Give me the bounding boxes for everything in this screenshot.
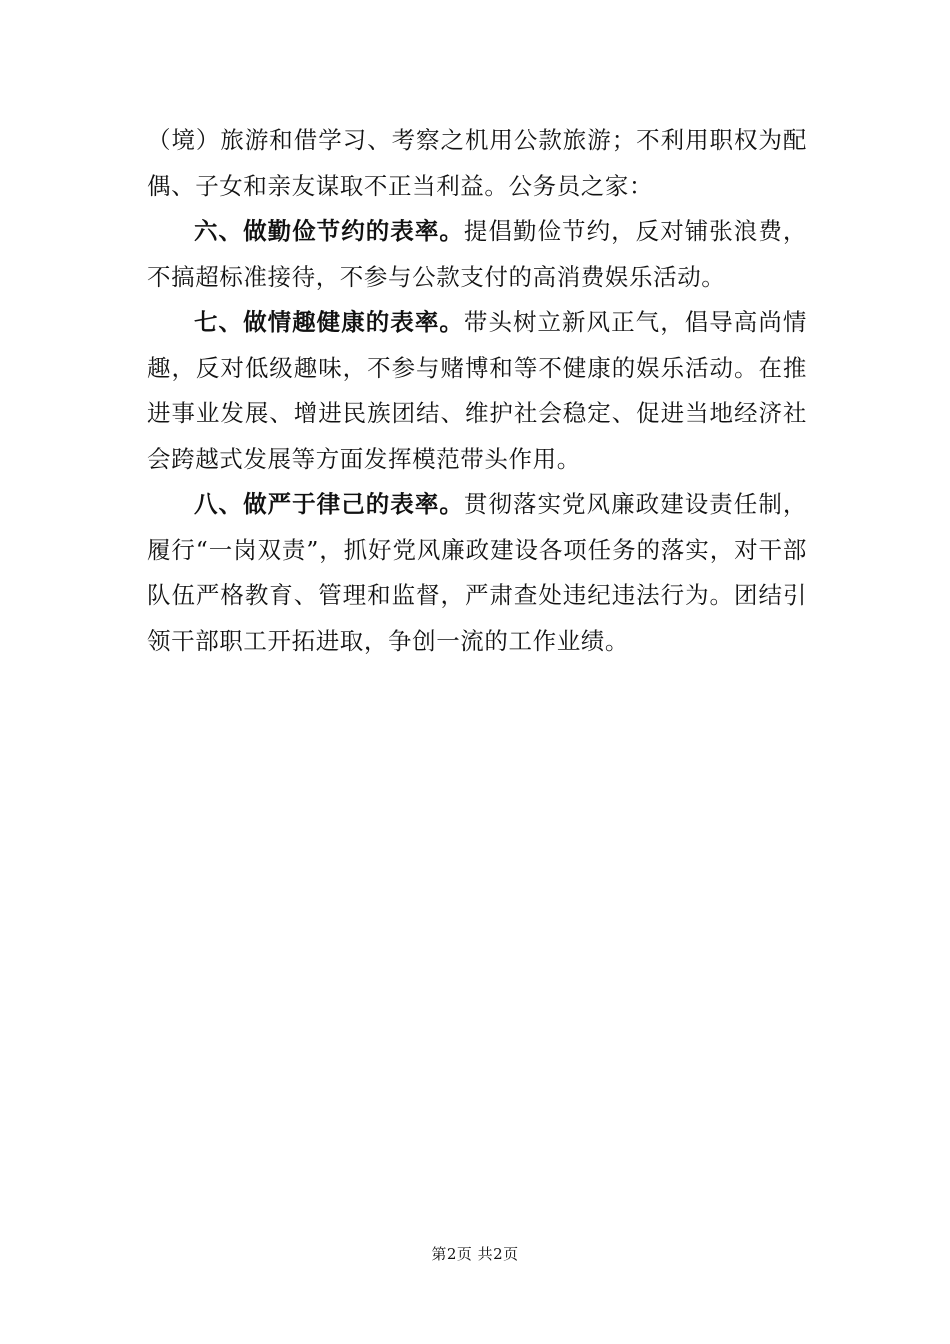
paragraph-healthy-interests: [147, 300, 807, 482]
paragraph-heading: 六、做勤俭节约的表率。: [194, 217, 464, 245]
paragraph-continuation: [147, 118, 807, 209]
paragraph-text: 带头树立新风正气，倡导高尚情趣，反对低级趣味，不参与赌博和等不健康的娱乐活动。在推进事业发展、增进民族团结、维护社会稳定、促进当地经济社会跨越式发展等方面发挥模范带头作用。: [147, 308, 807, 473]
paragraph-frugality: [147, 209, 807, 300]
paragraph-heading: 七、做情趣健康的表率。: [194, 308, 464, 336]
paragraph-text: 提倡勤俭节约，反对铺张浪费，不搞超标准接待，不参与公款支付的高消费娱乐活动。: [147, 217, 807, 291]
page-number-footer: 第2页 共2页: [431, 1245, 519, 1263]
paragraph-heading: 八、做严于律己的表率。: [194, 490, 464, 518]
document-body: [147, 118, 807, 664]
paragraph-text: 贯彻落实党风廉政建设责任制，履行“一岗双责”，抓好党风廉政建设各项任务的落实，对干部队伍严格教育、管理和监督，严肃查处违纪违法行为。团结引领干部职工开拓进取，争创一流的工作业绩。: [147, 490, 807, 655]
paragraph-self-discipline: [147, 482, 807, 664]
paragraph-text: （境）旅游和借学习、考察之机用公款旅游；不利用职权为配偶、子女和亲友谋取不正当利益。公务员之家：: [147, 126, 807, 200]
